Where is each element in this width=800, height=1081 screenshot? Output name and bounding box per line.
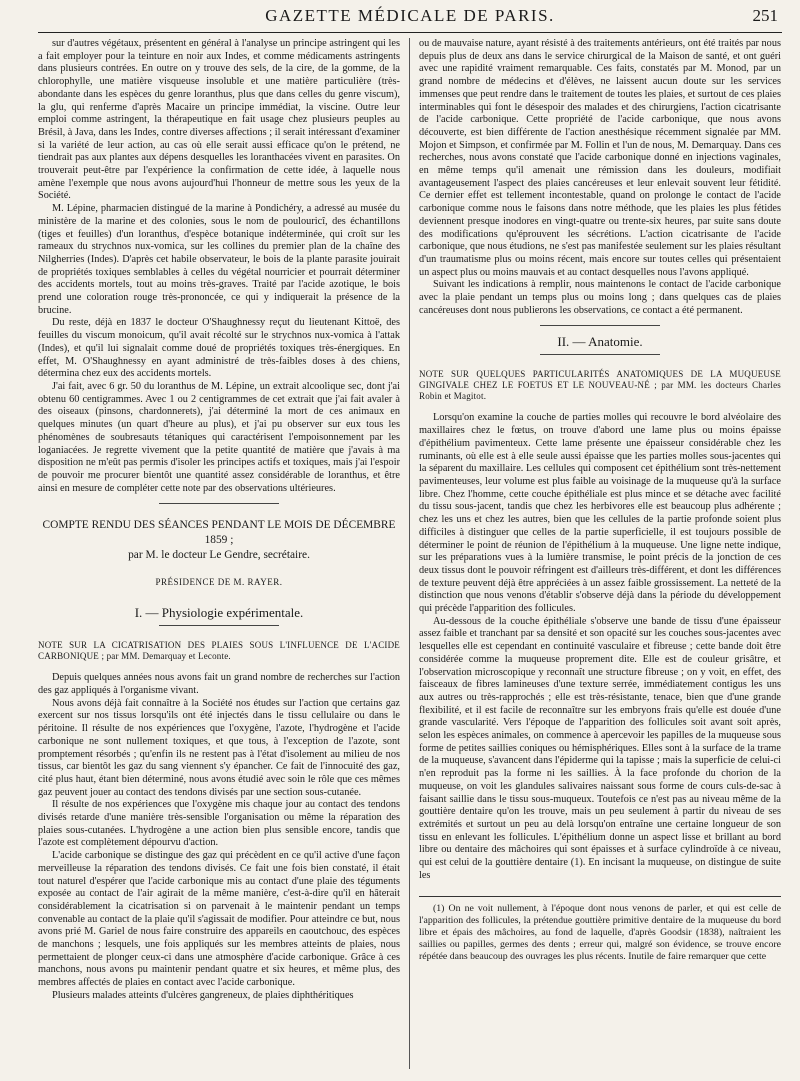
- paragraph: Il résulte de nos expériences que l'oxygène mis chaque jour au contact des tendons divisés retarde d'une manière très-sensible l'organisation ou même la réparation des plaies sous-cutanées. L'hydrogène a une action bien plus sensible encore, tandis que l'azote est complètement dépourvu d'action.: [38, 799, 400, 849]
- paragraph: Au-dessous de la couche épithéliale s'observe une bande de tissu d'une épaisseur assez faible et tranchant par sa densité et son opacité sur les couches sous-jacentes avec lesquelles elle est cependant en continuité vasculaire et fibreuse ; cette bande doit être considérée comme la muqueuse proprement dite. Elle est de couleur grisâtre, et l'observation microscopique y reconnaît une structure fibreuse ; on y voit, en effet, des faisceaux de fibres lamineuses d'une texture serrée, immédiatement contigus les uns aux autres ou très-rapprochés ; elle est très-résistante, tenace, bien que d'une grande flexibilité, et il est facile de reconnaître sur les embryons frais qu'elle est douée d'une grande vascularité. Vers l'époque de l'apparition des follicules soit avant soit après, selon les espèces animales, on commence à apercevoir les papilles de la muqueuse sous forme de petites saillies coniques ou hémisphériques. Elles sont à la surface de la trame de la muqueuse, s'avancent dans l'épiderme qui la tapisse ; mais la superficie de celui-ci n'en reproduit pas la forme ni les saillies. À la face profonde du chorion de la muqueuse, on voit les glandules salivaires naissant sous forme de cours culs-de-sac à faisant saillie dans le tissu sous-muqueux. Toutefois ce n'est pas au niveau même de la gouttière dentaire qu'on les trouve, mais un peu seulement à partir du niveau de ses extrémités et surtout un peu au delà lorsqu'on entraîne une certaine longueur de son tissu en enlevant les follicules. L'épithélium donne un aspect lisse et brillant au bord libre ou dentaire des mâchoires qui sont épaisses et à surface cylindroïde à ce niveau, qui est celui de la gouttière dentaire (1). En incisant la muqueuse, on distingue de suite les: [419, 615, 781, 881]
- paragraph: Depuis quelques années nous avons fait un grand nombre de recherches sur l'action des gaz appliqués à l'organisme vivant.: [38, 672, 400, 697]
- paragraph: L'acide carbonique se distingue des gaz qui précèdent en ce qu'il active d'une façon merveilleuse la réparation des tendons divisés. Ce fait une fois bien constaté, il était tout naturel d'espérer que l'acide carbonique mis au contact d'une plaie des téguments exposée au contact de l'air agirait de la même manière, c'est-à-dire qu'il en hâterait considérablement la cicatrisation si on parvenait à le maintenir pendant un temps convenable au contact de la plaie qu'il s'agissait de modifier. Pour atteindre ce but, nous avons prié M. Gariel de nous faire construire des appareils en caoutchouc, des espèces de manchons ; lesquels, une fois appliqués sur les membres atteints de plaies, nous permettaient de plonger ceux-ci dans une atmosphère d'acide carbonique. Grâce à ces manchons, nous avons pu maintenir pendant quatre et six heures, et même plus, des membres affectés de plaies en contact avec l'acide carbonique.: [38, 850, 400, 989]
- paragraph: Du reste, déjà en 1837 le docteur O'Shaughnessy reçut du lieutenant Kittoë, des feuilles du viscum monoicum, qu'il avait récolté sur le strychnos nux-vomica à l'attak (Indes), et qu'il lui signalait comme doué de propriétés toxiques très-énergiques. En effet, M. O'Shaughnessy en ayant administré de très-faibles doses à des chiens, détermina chez eux des accidents mortels.: [38, 317, 400, 380]
- right-column: [419, 38, 781, 1081]
- rubric-physiologie: I. — Physiologie expérimentale.: [134, 605, 304, 621]
- paragraph: Nous avons déjà fait connaître à la Société nos études sur l'action que certains gaz exercent sur nos tissus lorsqu'ils ont été injectés dans le tissu cellulaire ou dans le péritoine. Il résulte de nos expériences que l'oxygène, l'azote, l'hydrogène et l'acide carbonique ne sont nullement toxiques, et que tous, à l'exception de l'azote, sont promptement résorbés ; qu'enfin ils ne restent pas à l'état d'isolement au milieu de nos tissus, car bientôt les gaz du sang viennent s'y épancher. Ce fait de l'innocuité des gaz, cité plus haut, étant bien déterminé, nous avons étudié avec soin le rôle que ces mêmes gaz peuvent jouer au contact des tendons divisés par une section sous-cutanée.: [38, 697, 400, 798]
- note-title-cicatrisation: NOTE SUR LA CICATRISATION DES PLAIES SOUS L'INFLUENCE DE L'ACIDE CARBONIQUE ; par MM. Demarquay et Leconte.: [38, 640, 400, 662]
- divider: [159, 625, 279, 626]
- divider: [540, 325, 660, 326]
- paragraph: Suivant les indications à remplir, nous maintenons le contact de l'acide carbonique avec la plaie pendant un temps plus ou moins long ; dans quelques cas de plaies cancéreuses dont nous publierons les observations, ce contact a été permanent.: [419, 279, 781, 316]
- presidence-line: PRÉSIDENCE DE M. RAYER.: [155, 577, 283, 588]
- page-header: [38, 4, 782, 33]
- divider: [540, 354, 660, 355]
- journal-title: GAZETTE MÉDICALE DE PARIS.: [265, 6, 555, 25]
- footnote-text: (1) On ne voit nullement, à l'époque dont nous venons de parler, et qui est celle de l'apparition des follicules, la prétendue gouttière primitive dentaire de la muqueuse du bord libre et épais des mâchoires, au fond de laquelle, d'après Goodsir (1838), naîtraient les saillies ou papilles, germes des dents ; erreur qui, malgré son évidence, se trouve encore répétée dans beaucoup des ouvrages les plus récents. Inutile de faire remarquer que cette: [419, 903, 781, 963]
- paragraph: J'ai fait, avec 6 gr. 50 du loranthus de M. Lépine, un extrait alcoolique sec, dont j'ai obtenu 60 centigrammes. Avec 1 ou 2 centigrammes de cet extrait que j'ai fait avaler à des oiseaux (pinsons, chardonnerets), j'ai déterminé la mort de ces animaux en quelques minutes (un quart d'heure au plus), et j'ai pu observer sur eux tous les phénomènes de soubresauts tétaniques qui caractérisent l'empoisonnement par les loganiacées. Je regrette vivement que la petite quantité de matière que j'avais à ma disposition ne m'eût pas permis d'isoler les principes actifs et toxiques, mais j'ai l'espoir de pouvoir me procurer bientôt une quantité assez considérable de loranthus, et être ainsi en mesure de compléter cette note par des observations ultérieures.: [38, 380, 400, 494]
- paragraph: ou de mauvaise nature, ayant résisté à des traitements antérieurs, ont été traités par nous depuis plus de deux ans dans le service chirurgical de la Maison de santé, et ont guéri avec une rapidité vraiment remarquable. Ces faits, constatés par M. Monod, par un grand nombre de médecins et d'élèves, ne laissent aucun doute sur les services immenses que peut rendre dans le traitement de toutes les plaies, et surtout de ces plaies interminables qui font le désespoir des malades et des chirurgiens, l'action cicatrisante de l'acide carbonique. Cette propriété de l'acide carbonique, que nous avons découverte, est bien différente de l'action anesthésique récemment signalée par MM. Mojon et Simpson, et confirmée par M. Follin et l'un de nous, M. Demarquay. Dans ces recherches, nous avons constaté que l'acide carbonique donné en injections vaginales, en même temps qu'il amenait une rémission dans les douleurs, modifiait avantageusement l'aspect des plaies cancéreuses et leur enlevait souvent leur fétidité. Ce dernier effet est tellement incontestable, quand on prolonge le contact de l'acide carbonique comme nous le faisons dans notre méthode, que les plaies les plus fétides deviennent presque inodores en vingt-quatre ou trente-six heures, par suite sans doute des modifications qu'éprouvent les sécrétions. L'action cicatrisante de l'acide carbonique, que nous étudions, ne s'est pas manifestée seulement sur les plaies résultant d'un traumatisme plus ou moins récent, mais encore sur toutes celles qui présentaient un aspect plus ou moins mauvais et au contact desquelles nous l'avons appliqué.: [419, 38, 781, 278]
- text-columns: [38, 38, 782, 1081]
- divider: [159, 503, 279, 504]
- column-rule: [409, 38, 410, 1069]
- footnote-rule: [419, 896, 781, 897]
- paragraph: Plusieurs malades atteints d'ulcères gangreneux, de plaies diphthéritiques: [52, 989, 354, 1001]
- left-column: [38, 38, 400, 1081]
- compte-rendu-title: COMPTE RENDU DES SÉANCES PENDANT LE MOIS DE DÉCEMBRE 1859 ;: [42, 519, 396, 547]
- compte-rendu-heading: [38, 518, 400, 563]
- paragraph: sur d'autres végétaux, présentent en général à l'analyse un principe astringent qui les a fait employer pour la teinture en noir aux Indes, et comme médicaments astringents dans plusieurs contrées. En outre on y trouve des sels, de la cire, de la gomme, de la chlorophylle, une matière visqueuse insoluble et une matière particulière (très-abondante dans les espèces du genre loranthus, plus que dans celles du genre viscum), la glu, qui renferme d'après Macaire un principe immédiat, la viscine. Outre leur emploi comme astringent, la thérapeutique en fait usage chez plusieurs peuples au Brésil, à Java, dans les Indes, contre diverses affections ; il serait intéressant d'examiner si la variété de leur action, au cas où elle serait aussi efficace qu'on le prétend, ne tiendrait pas aux plantes aux dépens desquelles les loranthacées vivent en parasites. On trouverait peut-être par l'expérience la confirmation de cette idée, à laquelle nous amène l'exemple que nous avons aujourd'hui l'honneur de mettre sous les yeux de la Société.: [38, 38, 400, 202]
- rubric-anatomie: II. — Anatomie.: [557, 334, 643, 350]
- note-title-muqueuse: NOTE SUR QUELQUES PARTICULARITÉS ANATOMIQUES DE LA MUQUEUSE GINGIVALE CHEZ LE FOETUS ET LE NOUVEAU-NÉ ; par MM. les docteurs Charles Robin et Magitot.: [419, 369, 781, 402]
- footnote: [419, 903, 781, 963]
- paragraph: M. Lépine, pharmacien distingué de la marine à Pondichéry, a adressé au musée du ministère de la marine et des colonies, sous le nom de poulouricî, des échantillons (tiges et feuilles) d'un loranthus, d'espèce botanique indéterminée, qui croît sur les rameaux du strychnos nux-vomica, sur les collines du premier plan de la chaîne des Nilgherries (Indes). D'après cet habile observateur, le bois de la plante parasite jouirait de propriétés toxiques semblables à celles du végétal nourricier et pourrait déterminer des accidents mortels, tout au moins très-graves. Traité par l'acide azotique, le bois prend une coloration rouge très-prononcée, ce qui y indiquerait la présence de la brucine.: [38, 203, 400, 316]
- paragraph: Lorsqu'on examine la couche de parties molles qui recouvre le bord alvéolaire des maxillaires chez le fœtus, on trouve d'abord une lame plus ou moins épaisse d'épithélium pavimenteux. Cette lame présente une épaisseur considérable chez les ruminants, où elle est à elle seule aussi épaisse que les parties molles sous-jacentes qui la séparent du maxillaire. Les cellules qui composent cet épithélium sont très-nettement pavimenteuses, leur volume est plus faible au voisinage de la muqueuse qu'à la surface libre. Chez l'homme, cette couche épithéliale est plus mince et se détache avec facilité du tissu sous-jacent, tandis que chez les herbivores elle est beaucoup plus adhérente ; chez les uns et chez les autres, bien que les cellules de la partie profonde soient plus difficiles à distinguer que celles de la partie superficielle, il est toujours possible de déterminer le point de réunion de l'épithélium à la muqueuse. Une ligne nette indique, sur les préparations vues à la lumière transmise, le point précis de la jonction de ces deux tissus dont le pouvoir réfringent est d'ailleurs très-différent, et dont les différences de texture peuvent déjà être appréciées à un assez faible grossissement. La netteté de la distinction que nous venons d'établir s'observe déjà dans la période du développement qui précède l'apparition des follicules.: [419, 412, 781, 615]
- compte-rendu-author: par M. le docteur Le Gendre, secrétaire.: [128, 549, 310, 562]
- page-number: 251: [752, 6, 778, 25]
